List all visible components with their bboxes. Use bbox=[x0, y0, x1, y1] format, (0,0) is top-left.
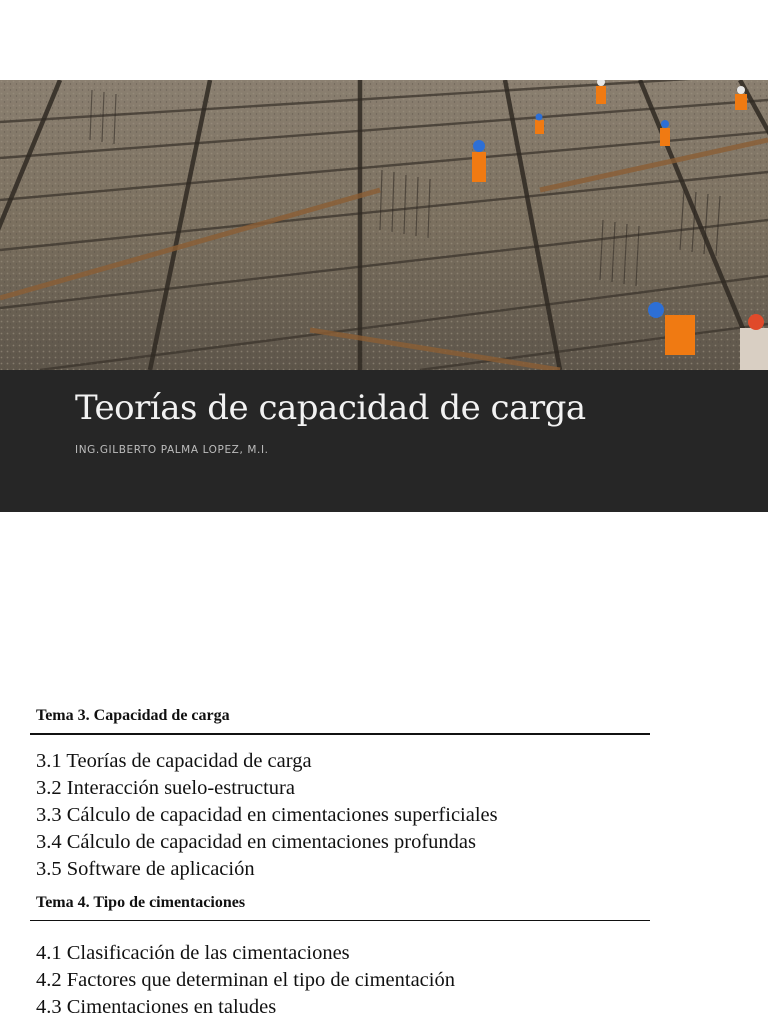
list-item: 4.1 Clasificación de las cimentaciones bbox=[36, 942, 350, 964]
topic-divider bbox=[30, 733, 650, 735]
topic-heading: Tema 3. Capacidad de carga bbox=[36, 707, 230, 724]
list-item: 3.2 Interacción suelo-estructura bbox=[36, 777, 295, 799]
topic-heading: Tema 4. Tipo de cimentaciones bbox=[36, 894, 246, 911]
list-item: 4.2 Factores que determinan el tipo de cimentación bbox=[36, 969, 455, 991]
topic-section bbox=[30, 706, 650, 883]
worker-figure bbox=[596, 80, 606, 104]
list-item: 3.4 Cálculo de capacidad en cimentaciones profundas bbox=[36, 831, 477, 853]
topic-section bbox=[30, 893, 650, 1021]
list-item: 3.1 Teorías de capacidad de carga bbox=[36, 750, 312, 772]
cover-photo bbox=[0, 80, 768, 370]
list-item: 3.5 Software de aplicación bbox=[36, 858, 255, 880]
document-title: Teorías de capacidad de carga bbox=[75, 388, 586, 428]
topic-list bbox=[30, 748, 650, 883]
list-item: 4.3 Cimentaciones en taludes bbox=[36, 996, 277, 1018]
topic-divider bbox=[30, 920, 650, 921]
worker-figure bbox=[660, 120, 670, 146]
author-line: ING.GILBERTO PALMA LOPEZ, M.I. bbox=[75, 444, 269, 456]
worker-figure bbox=[472, 140, 486, 182]
title-band bbox=[0, 370, 768, 512]
topic-list bbox=[30, 940, 650, 1021]
list-item: 3.3 Cálculo de capacidad en cimentaciones superficiales bbox=[36, 804, 498, 826]
